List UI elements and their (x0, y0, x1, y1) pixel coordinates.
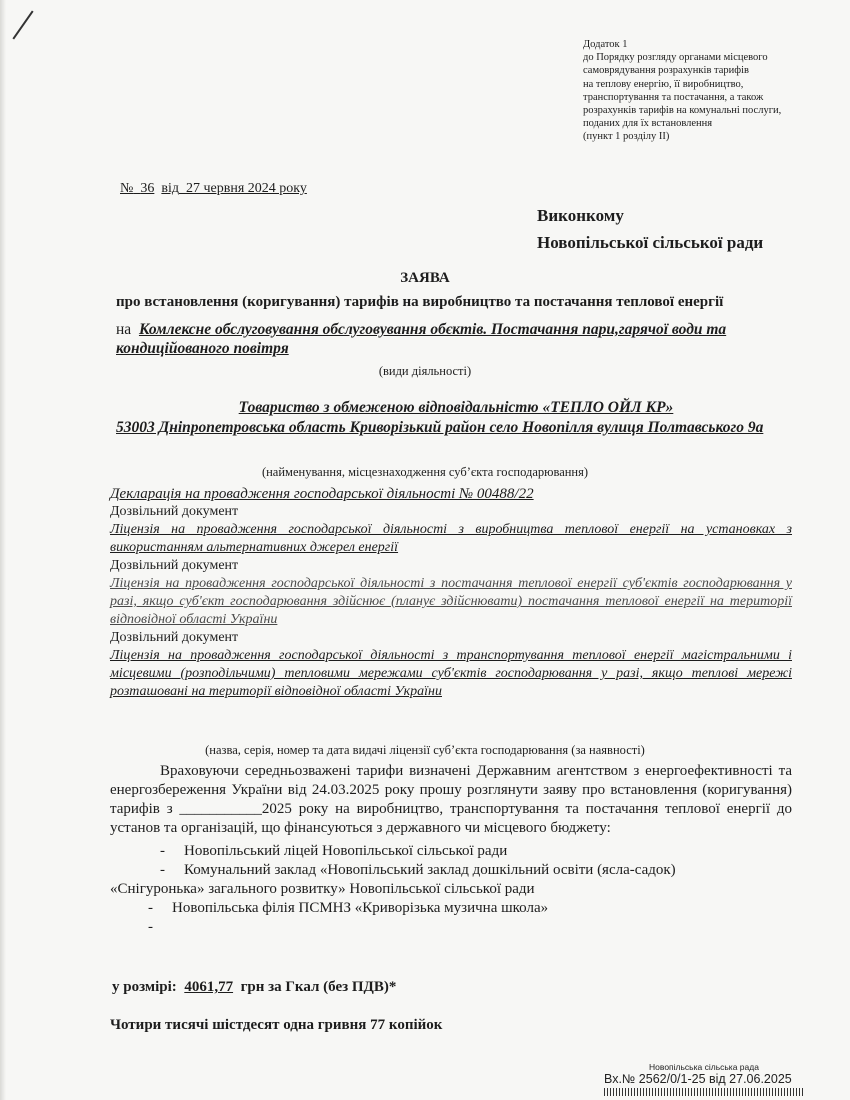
appendix-line: (пункт 1 розділу ІІ) (583, 131, 670, 143)
company-hint: (найменування, місцезнаходження суб’єкта господарювання) (261, 465, 589, 479)
stamp-barcode (604, 1088, 804, 1096)
activity-hint: (види діяльності) (378, 364, 472, 378)
company-name: Товариство з обмеженою відповідальністю «ТЕПЛО ОЙЛ КР» (238, 399, 674, 416)
activity-type (116, 320, 796, 358)
list-item: - Новопільський ліцей Новопільської сільської ради (160, 843, 508, 859)
pen-mark (12, 11, 33, 40)
licenses-block (110, 485, 792, 701)
amount-in-words: Чотири тисячі шістдесят одна гривня 77 копійок (110, 1017, 443, 1033)
company-address: 53003 Дніпропетровська область Криворізький район село Новопілля вулиця Полтавського 9а (116, 419, 764, 436)
date-from: від (161, 181, 179, 196)
number-prefix: № (120, 181, 134, 196)
permit-label: Дозвільний документ (110, 558, 239, 573)
amount-prefix: у розмірі: (112, 979, 177, 995)
list-item: - Новопільська філія ПСМНЗ «Криворізька музична школа» (148, 900, 549, 916)
activity-text: Комлексне обслуговування обслуговування обєктів. Постачання пари,гарячої води та кондиційованого повітря (116, 321, 727, 357)
appendix-note (583, 38, 845, 144)
document-title: ЗАЯВА (400, 270, 450, 286)
declaration: Декларація на провадження господарської діяльності № 00488/22 (110, 486, 534, 502)
addressee (537, 202, 763, 256)
appendix-line: Додаток 1 (583, 39, 628, 50)
company-block (116, 398, 796, 438)
tariff-amount (112, 979, 396, 996)
appendix-line: транспортування та постачання, а також (583, 91, 764, 103)
license-item: Ліцензія на провадження господарської діяльності з виробництва теплової енергії на установках з використанням альтернативних джерел енергії (110, 522, 792, 555)
stamp-org: Новопільська сільська рада (649, 1062, 759, 1072)
license-item: Ліцензія на провадження господарської діяльності з постачання теплової енергії суб'єктів господарювання у разі, якщо суб'єкт господарювання здійснює (планує здійснювати) постачання теплової енергії на території відповідної області України (110, 576, 792, 627)
document-number (120, 181, 307, 197)
institutions-list (110, 842, 792, 936)
addressee-line1: Виконкому (537, 206, 624, 225)
document-subtitle: про встановлення (коригування) тарифів на виробництво та постачання теплової енергії (116, 294, 724, 310)
appendix-line: до Порядку розгляду органами місцевого (583, 52, 768, 64)
permit-label: Дозвільний документ (110, 504, 239, 519)
document-date: 27 червня 2024 року (185, 181, 307, 196)
activity-prefix: на (116, 321, 132, 338)
license-item: Ліцензія на провадження господарської діяльності з транспортування теплової енергії магістральними і місцевими (розподільчими) тепловими мережами суб'єктів господарювання у разі, якщо теплові мережі розташовані на території відповідної області України (110, 648, 792, 699)
addressee-line2: Новопільської сільської ради (537, 233, 764, 252)
appendix-line: на теплову енергію, її виробництво, (583, 78, 744, 90)
license-hint: (назва, серія, номер та дата видачі ліцензії суб’єкта господарювання (за наявності) (205, 743, 645, 757)
amount-value: 4061,77 (184, 979, 234, 995)
scan-edge (0, 0, 6, 1100)
amount-unit: грн за Гкал (без ПДВ)* (240, 979, 397, 995)
registration-stamp (604, 1062, 804, 1096)
number-value: 36 (140, 181, 155, 196)
stamp-reg-number: Вх.№ 2562/0/1-25 від 27.06.2025 (604, 1072, 792, 1086)
appendix-line: самоврядування розрахунків тарифів (583, 65, 749, 77)
request-paragraph: Враховуючи середньозважені тарифи визначені Державним агентством з енергоефективності та енергозбереження України від 24.03.2025 року прошу розглянути заяву про встановлення (коригування) тарифів з ___________2025 року на виробництво, транспортування та постачання теплової енергії до установ та організацій, що фінансуються з державного чи місцевого бюджету: (110, 763, 792, 836)
appendix-line: розрахунків тарифів на комунальні послуги, (583, 105, 782, 117)
list-item-empty: - (148, 919, 153, 935)
permit-label: Дозвільний документ (110, 630, 239, 645)
request-body (110, 762, 792, 936)
list-item: - Комунальний заклад «Новопільський заклад дошкільний освіти (ясла-садок) «Снігуронька» загального розвитку» Новопільської сільської ради (110, 862, 676, 897)
appendix-line: поданих для їх встановлення (583, 118, 713, 130)
